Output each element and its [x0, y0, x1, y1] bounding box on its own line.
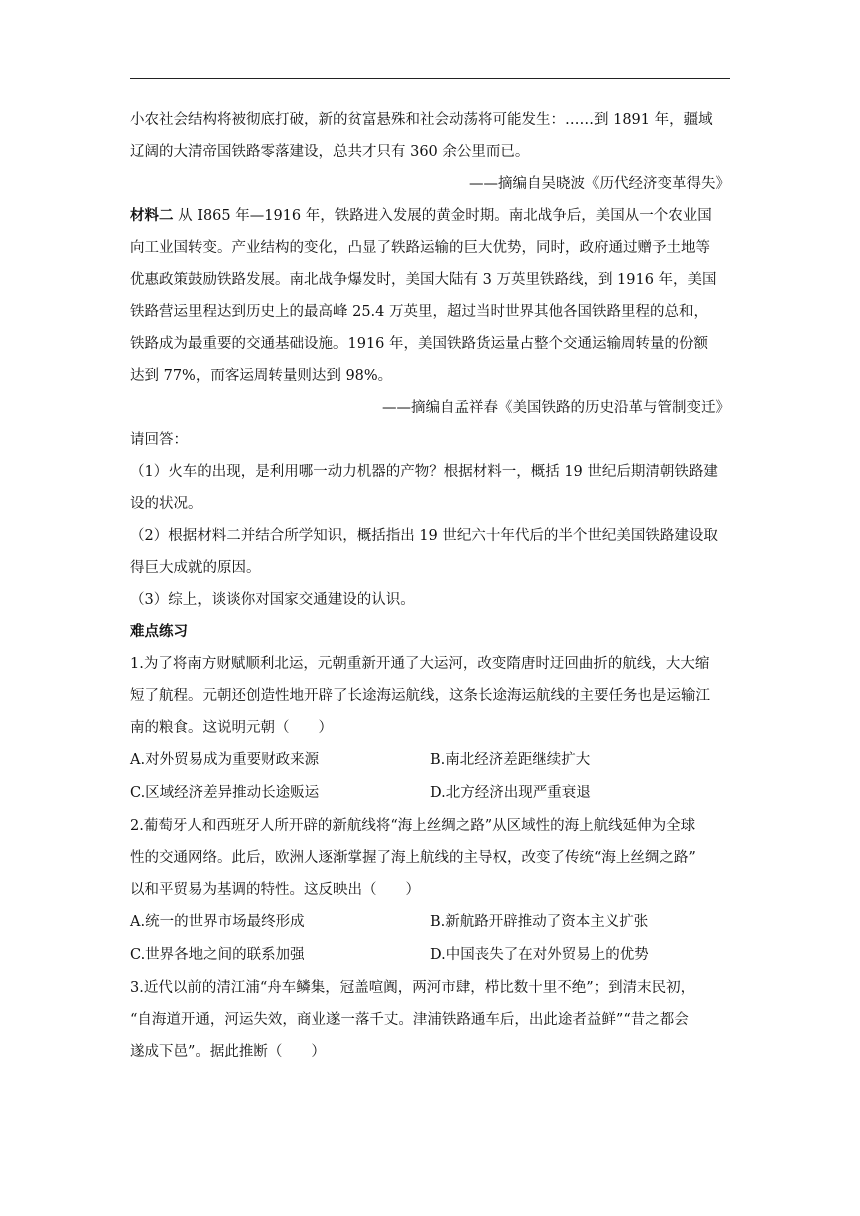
item-3-stem: “自海道开通，河运失效，商业遂一落千丈。津浦铁路通车后，出此途者益鲜”“昔之都会 — [130, 1012, 689, 1028]
item-3-stem: 遂成下邑”。据此推断（ ） — [130, 1044, 326, 1060]
option-d: D.北方经济出现严重衰退 — [430, 785, 591, 801]
header-rule — [130, 78, 730, 79]
item-2-stem: 以和平贸易为基调的特性。这反映出（ ） — [130, 882, 420, 898]
option-d: D.中国丧失了在对外贸易上的优势 — [430, 947, 649, 963]
source-citation-2: ——摘编自孟祥春《美国铁路的历史沿革与管制变迁》 — [382, 400, 730, 416]
item-1-options — [130, 777, 730, 810]
question-1: 设的状况。 — [130, 496, 203, 512]
item-2-stem: 2.葡萄牙人和西班牙人所开辟的新航线将“海上丝绸之路”从区域性的海上航线延伸为全球 — [130, 818, 696, 834]
question-3: （3）综上，谈谈你对国家交通建设的认识。 — [130, 592, 415, 608]
option-b: B.新航路开辟推动了资本主义扩张 — [430, 914, 649, 930]
material2-label: 材料二 — [130, 207, 174, 224]
material2-line: 铁路营运里程达到历史上的最高峰 25.4 万英里，超过当时世界其他各国铁路里程的总和， — [130, 304, 708, 320]
material2-line — [130, 200, 730, 232]
option-a: A.统一的世界市场最终形成 — [130, 914, 305, 930]
item-1-stem: 1.为了将南方财赋顺利北运，元朝重新开通了大运河，改变隋唐时迂回曲折的航线，大大缩 — [130, 656, 710, 672]
document-body — [130, 104, 730, 1068]
material2-line: 达到 77%，而客运周转量则达到 98%。 — [130, 368, 393, 384]
option-c: C.世界各地之间的联系加强 — [130, 947, 305, 963]
material2-line: 优惠政策鼓励铁路发展。南北战争爆发时，美国大陆有 3 万英里铁路线，到 1916 年，美国 — [130, 272, 717, 288]
material2-text: 从 I865 年—1916 年，铁路进入发展的黄金时期。南北战争后，美国从一个农业国 — [173, 208, 712, 224]
option-b: B.南北经济差距继续扩大 — [430, 752, 591, 768]
question-1: （1）火车的出现，是利用哪一动力机器的产物？根据材料一，概括 19 世纪后期清朝铁路建 — [130, 464, 718, 480]
item-1-stem: 短了航程。元朝还创造性地开辟了长途海运航线，这条长途海运航线的主要任务也是运输江 — [130, 688, 710, 704]
item-2-options — [130, 939, 730, 972]
material2-line: 向工业国转变。产业结构的变化，凸显了轶路运输的巨大优势，同时，政府通过赠予土地等 — [130, 240, 710, 256]
item-3-stem: 3.近代以前的清江浦“舟车鳞集，冠盖喧阗，两河市肆，栉比数十里不绝”；到清末民初， — [130, 980, 696, 996]
material1-line: 小农社会结构将被彻底打破，新的贫富悬殊和社会动荡将可能发生：……到 1891 年，疆域 — [130, 112, 713, 128]
option-a: A.对外贸易成为重要财政来源 — [130, 752, 320, 768]
section-title: 难点练习 — [130, 623, 188, 640]
question-2: 得巨大成就的原因。 — [130, 560, 261, 576]
material2-line: 铁路成为最重要的交通基础设施。1916 年，美国铁路货运量占整个交通运输周转量的份额 — [130, 336, 709, 352]
material1-line: 辽阔的大清帝国铁路零落建设，总共才只有 360 余公里而已。 — [130, 144, 530, 160]
item-1-stem: 南的粮食。这说明元朝（ ） — [130, 720, 333, 736]
answer-prompt: 请回答： — [130, 432, 188, 448]
source-citation-1: ——摘编自吴晓波《历代经济变革得失》 — [469, 176, 730, 192]
item-1-options — [130, 744, 730, 777]
question-2: （2）根据材料二并结合所学知识，概括指出 19 世纪六十年代后的半个世纪美国铁路建设取 — [130, 528, 718, 544]
item-2-stem: 性的交通网络。此后，欧洲人逐渐掌握了海上航线的主导权，改变了传统“海上丝绸之路” — [130, 850, 696, 866]
item-2-options — [130, 906, 730, 939]
option-c: C.区域经济差异推动长途贩运 — [130, 785, 320, 801]
